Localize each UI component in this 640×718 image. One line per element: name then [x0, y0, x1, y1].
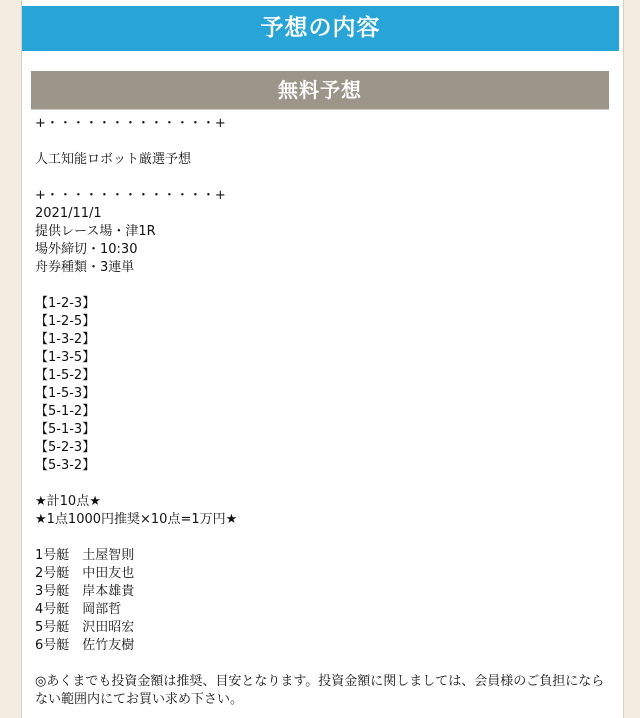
- prediction-lines: [35, 115, 605, 673]
- text-line: ★1点1000円推奨×10点=1万円★: [35, 512, 238, 527]
- text-line: +・・・・・・・・・・・・・+: [35, 188, 226, 203]
- text-line: 5号艇 沢田昭宏: [35, 620, 135, 635]
- text-line: 【5-1-2】: [35, 404, 96, 419]
- text-line: 舟券種類・3連単: [35, 260, 135, 275]
- text-line: 【1-2-3】: [35, 296, 96, 311]
- section-title: 無料予想: [31, 71, 609, 110]
- text-line: 【1-2-5】: [35, 314, 96, 329]
- investment-note: ◎あくまでも投資金額は推奨、目安となります。投資金額に関しましては、会員様のご負担にならない範囲内にてお買い求め下さい。: [35, 674, 605, 707]
- text-line: 6号艇 佐竹友樹: [35, 638, 135, 653]
- text-line: 【5-1-3】: [35, 422, 96, 437]
- text-line: 人工知能ロボット厳選予想: [35, 152, 192, 167]
- text-line: +・・・・・・・・・・・・・+: [35, 116, 226, 131]
- text-line: 【1-3-2】: [35, 332, 96, 347]
- page-title: 予想の内容: [22, 6, 619, 51]
- text-line: 【5-2-3】: [35, 440, 96, 455]
- text-line: 4号艇 岡部哲: [35, 602, 122, 617]
- text-line: 【1-5-3】: [35, 386, 96, 401]
- text-line: 2021/11/1: [35, 206, 102, 221]
- text-line: [35, 475, 605, 493]
- text-line: ★計10点★: [35, 494, 101, 509]
- text-line: 【5-3-2】: [35, 458, 96, 473]
- text-line: [35, 529, 605, 547]
- text-line: 2号艇 中田友也: [35, 566, 135, 581]
- text-line: [35, 277, 605, 295]
- text-line: 提供レース場・津1R: [35, 224, 156, 239]
- text-line: 【1-5-2】: [35, 368, 96, 383]
- text-line: 3号艇 岸本雄貴: [35, 584, 135, 599]
- text-line: [35, 133, 605, 151]
- text-line: 場外締切・10:30: [35, 242, 138, 257]
- text-line: [35, 169, 605, 187]
- prediction-body: [35, 115, 605, 709]
- text-line: 【1-3-5】: [35, 350, 96, 365]
- text-line: [35, 655, 605, 673]
- text-line: 1号艇 土屋智則: [35, 548, 135, 563]
